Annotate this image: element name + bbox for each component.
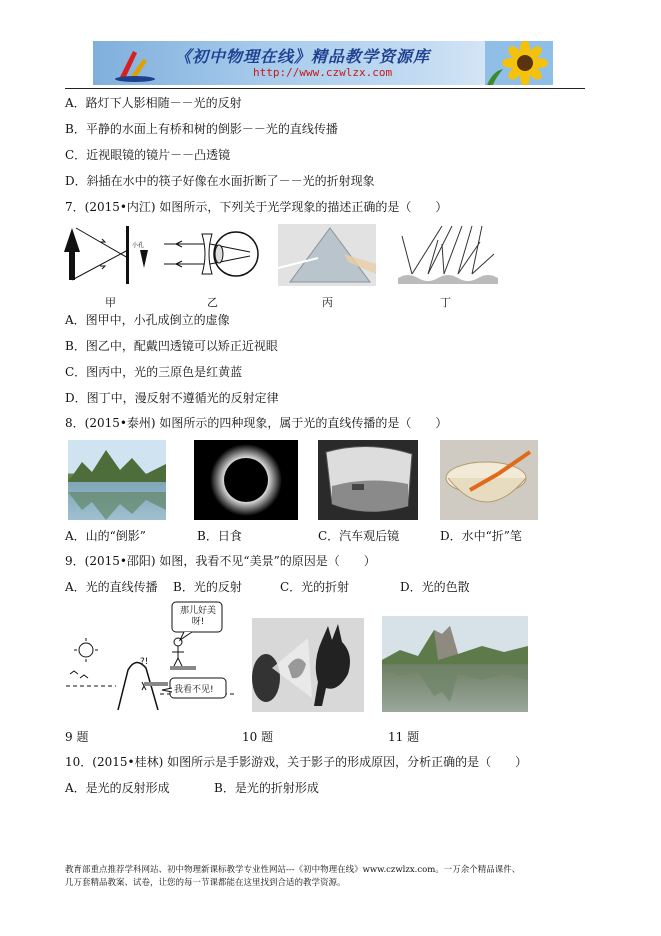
q7-stem: 7．(2015•内江) 如图所示，下列关于光学现象的描述正确的是（ ） (65, 200, 448, 214)
rearview-mirror-photo (318, 440, 418, 520)
hand-shadow-photo (252, 618, 364, 712)
bubble-cannot-see: 我看不见! (174, 685, 214, 695)
header-banner (93, 41, 553, 85)
bent-pencil-photo (440, 440, 538, 520)
q9-stem: 9．(2015•邵阳) 如图，我看不见“美景”的原因是（ ） (65, 554, 376, 568)
prism-photo (278, 224, 376, 286)
sunflower-icon (485, 41, 553, 85)
figure-label-9: 9 题 (65, 730, 89, 744)
lake-landscape-photo (382, 616, 528, 712)
q10-option-b: B．是光的折射形成 (214, 781, 319, 795)
figure-label-10: 10 题 (242, 730, 274, 744)
q8-stem: 8．(2015•泰州) 如图所示的四种现象，属于光的直线传播的是（ ） (65, 416, 448, 430)
q7-option-a: A．图甲中，小孔成倒立的虚像 (65, 313, 230, 327)
diffuse-reflection-figure (398, 222, 498, 288)
q9-option-c: C．光的折射 (280, 580, 350, 594)
page-footer (65, 864, 605, 890)
q10-stem: 10．(2015•桂林) 如图所示是手影游戏，关于影子的形成原因，分析正确的是（ ） (65, 755, 528, 769)
eye-lens-figure (162, 226, 262, 284)
q8-option-a: A．山的“倒影” (65, 529, 146, 543)
figure-caption-jia: 甲 (105, 296, 116, 309)
site-logo-icon (113, 45, 159, 83)
figure-label-11: 11 题 (388, 730, 420, 744)
banner-title: 《初中物理在线》精品教学资源库 (175, 47, 431, 66)
footer-line-2: 几万套精品教案、试卷，让您的每一节课都能在这里找到合适的教学资源。 (65, 878, 346, 888)
q9-cartoon-figure (66, 598, 236, 710)
header-rule (65, 88, 585, 89)
q7-option-c: C．图丙中，光的三原色是红黄蓝 (65, 365, 243, 379)
q6-option-d: D．斜插在水中的筷子好像在水面折断了－－光的折射现象 (65, 174, 375, 188)
q7-option-d: D．图丁中，漫反射不遵循光的反射定律 (65, 391, 279, 405)
solar-eclipse-photo (194, 440, 298, 520)
figure-caption-yi: 乙 (207, 296, 218, 309)
q10-option-a: A．是光的反射形成 (65, 781, 170, 795)
q6-option-b: B．平静的水面上有桥和树的倒影－－光的直线传播 (65, 122, 338, 136)
banner-url[interactable]: http://www.czwlzx.com (253, 66, 393, 79)
question-mark-label: ?! (140, 657, 149, 667)
figure-caption-ding: 丁 (440, 296, 451, 309)
q6-option-a: A．路灯下人影相随－－光的反射 (65, 96, 242, 110)
q7-option-b: B．图乙中，配戴凹透镜可以矫正近视眼 (65, 339, 278, 353)
bubble-beautiful: 那儿好美呀! (179, 606, 216, 627)
q8-option-c: C．汽车观后镜 (318, 529, 400, 543)
q6-option-c: C．近视眼镜的镜片－－凸透镜 (65, 148, 231, 162)
pinhole-label: 小孔 (132, 242, 145, 249)
q8-option-d: D．水中“折”笔 (440, 529, 522, 543)
q9-option-b: B．光的反射 (173, 580, 242, 594)
q8-option-b: B．日食 (197, 529, 242, 543)
figure-caption-bing: 丙 (322, 296, 333, 309)
footer-line-1: 教育部重点推荐学科网站、初中物理新课标教学专业性网站---《初中物理在线》www.czwlzx.com。一万余个精品课件、 (65, 865, 521, 875)
q9-option-d: D．光的色散 (400, 580, 470, 594)
q9-option-a: A．光的直线传播 (65, 580, 158, 594)
mountain-reflection-photo (68, 440, 166, 520)
pinhole-figure (62, 222, 152, 288)
